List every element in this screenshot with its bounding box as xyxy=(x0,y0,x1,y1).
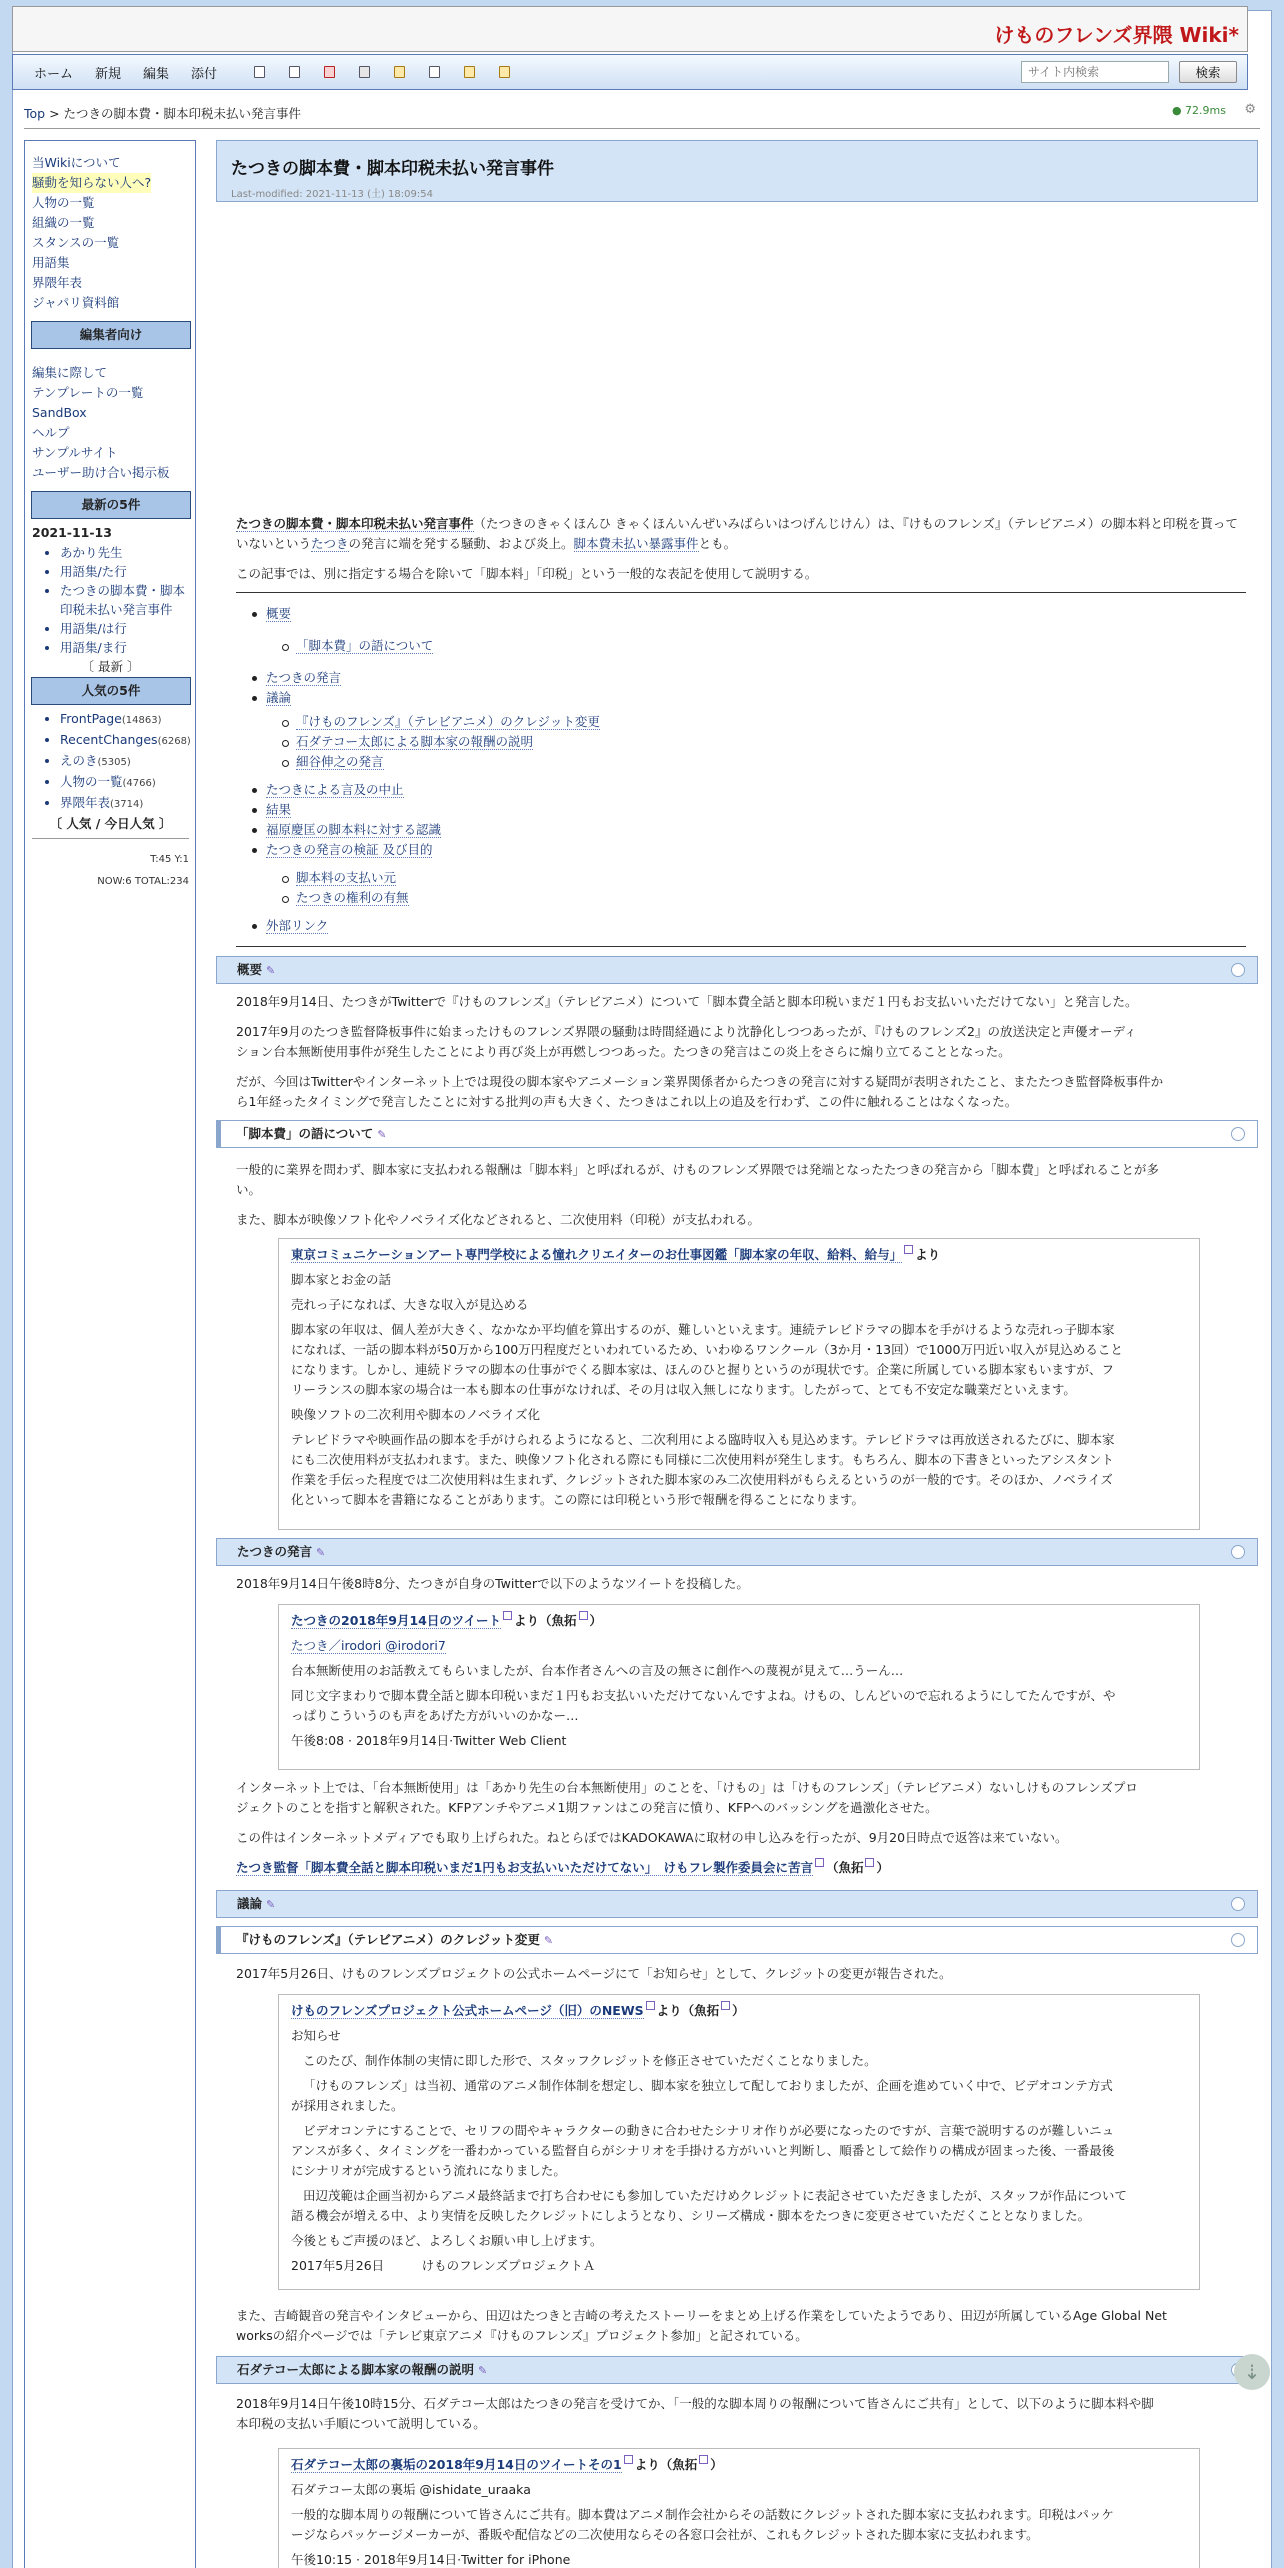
toc-item: たつきの発言 xyxy=(266,670,342,685)
external-link-icon xyxy=(579,1611,588,1620)
diff-icon[interactable] xyxy=(429,66,440,78)
nav-new[interactable]: 新規 xyxy=(95,66,122,82)
intro-paragraph: たつきの脚本費・脚本印税未払い発言事件（たつきのきゃくほんひ きゃくほんいんぜいみばらいはつげんじけん）は、『けものフレンズ』（テレビアニメ）の脚本料と印税を貰っていないというたつきの発言に端を発する騒動、および炎上。脚本費未払い暴露事件とも。 xyxy=(236,516,1238,551)
toc-item: 外部リンク xyxy=(266,918,329,933)
edit-icon[interactable]: ✎ xyxy=(478,2364,488,2377)
list-item[interactable]: • えのき(5305) xyxy=(60,751,189,772)
external-link-icon xyxy=(721,2001,730,2010)
latest-heading: 最新の5件 xyxy=(31,491,191,519)
paragraph: インターネット上では、「台本無断使用」は「あかり先生の台本無断使用」のことを、「けもの」は「けものフレンズ」（テレビアニメ）ないしけものフレンズプロ ジェクトのことを指すと解釈された。KFPアンチやアニメ1期ファンはこの発言に憤り、KFPへのバッシングを過激化させた。 xyxy=(236,1780,1138,1815)
sidebar xyxy=(24,140,196,2568)
editor-heading: 編集者向け xyxy=(31,321,191,349)
copy-page-icon[interactable] xyxy=(289,66,300,78)
paragraph: だが、今回はTwitterやインターネット上では現役の脚本家やアニメーション業界関係者からたつきの発言に対する疑問が表明されたこと、またたつき監督降板事件か ら1年経ったタイミングで発言したことに対する批判の声も大きく、たつきはこれ以上の追及を行わず、この件に触れることはなくなった。 xyxy=(236,1074,1164,1109)
sidebar-link[interactable]: 界隈年表 xyxy=(32,275,83,290)
toc-item: 石ダテコー太郎による脚本家の報酬の説明 xyxy=(296,734,534,749)
toc-item: たつきの発言の検証 及び目的 xyxy=(266,842,433,857)
lock-icon[interactable] xyxy=(394,66,405,78)
heading-credit-change: 『けものフレンズ』（テレビアニメ）のクレジット変更 ✎ xyxy=(216,1926,1258,1954)
paragraph: 2018年9月14日午後10時15分、石ダテコー太郎はたつきの発言を受けてか、「一般的な脚本周りの報酬について皆さんにご共有」として、以下のように脚本料や脚 本印税の支払い手順について説明している。 xyxy=(236,2396,1154,2431)
latest-date: 2021-11-13 xyxy=(32,525,112,540)
paragraph: 2018年9月14日、たつきがTwitterで『けものフレンズ』（テレビアニメ）について「脚本費全話と脚本印税いまだ１円もお支払いいただけてない」と発言した。 xyxy=(236,994,1138,1009)
sidebar-link[interactable]: 当Wikiについて xyxy=(32,155,121,170)
anchor-icon[interactable] xyxy=(1231,1933,1245,1947)
external-link-icon xyxy=(624,2455,633,2464)
latest-more-link[interactable]: 〔 最新 〕 xyxy=(81,659,140,674)
toc-item: 結果 xyxy=(266,802,292,817)
sidebar-link[interactable]: ジャパリ資料館 xyxy=(32,295,120,310)
latest-list xyxy=(60,543,189,657)
external-link-icon xyxy=(646,2001,655,2010)
paragraph: この件はインターネットメディアでも取り上げられた。ねとらぼではKADOKAWAに取材の申し込みを行ったが、9月20日時点で返答は来ていない。 xyxy=(236,1830,1068,1845)
counter-total: NOW:6 TOTAL:234 xyxy=(97,876,189,887)
sidebar-link[interactable]: サンプルサイト xyxy=(32,445,118,460)
paragraph: 2018年9月14日午後8時8分、たつきが自身のTwitterで以下のようなツイートを投稿した。 xyxy=(236,1576,749,1591)
list-item[interactable]: • 用語集/た行 xyxy=(60,562,189,581)
divider xyxy=(24,128,1260,129)
popular-list xyxy=(60,709,189,814)
paragraph: 一般的に業界を問わず、脚本家に支払われる報酬は「脚本料」と呼ばれるが、けものフレンズ界隈では発端となったたつきの発言から「脚本費」と呼ばれることが多 い。 xyxy=(236,1162,1159,1197)
blockquote: 石ダテコー太郎の裏垢の2018年9月14日のツイートその1 より（魚拓 ） 石ダテコー太郎の裏垢 @ishidate_uraaka 一般的な脚本周りの報酬について皆さんにご共有。脚本費はアニメ制作会社からその話数にクレジットされた脚本家に支払われます。印税はパッケ ージならパッケージメーカーが、番販や配信などの二次使用ならその各窓口会社が、これもクレジットされた脚本家に支払われます。 午後10:15 · 2018年9月14日·Twitter for iPhone xyxy=(278,2448,1200,2568)
sidebar-link[interactable]: ヘルプ xyxy=(32,425,70,440)
heading-script-fee: 「脚本費」の語について ✎ xyxy=(216,1120,1258,1148)
sidebar-link[interactable]: ユーザー助け合い掲示板 xyxy=(32,465,170,480)
toc-item: 細谷伸之の発言 xyxy=(296,754,384,769)
list-item[interactable]: • FrontPage(14863) xyxy=(60,709,189,730)
search-button[interactable]: 検索 xyxy=(1179,61,1237,83)
toc-item: 「脚本費」の語について xyxy=(296,638,434,653)
edit-icon[interactable]: ✎ xyxy=(543,1934,554,1947)
gear-icon[interactable]: ⚙ xyxy=(1244,102,1256,117)
external-link-icon xyxy=(865,1858,874,1867)
nav-bar xyxy=(12,54,1248,90)
divider xyxy=(32,838,189,839)
divider xyxy=(236,946,1246,947)
paragraph: 2017年9月のたつき監督降板事件に始まったけものフレンズ界隈の騒動は時間経過により沈静化しつつあったが、『けものフレンズ2』の放送決定と声優オーディ ション台本無断使用事件が発生したことにより再び炎上が再燃しつつあった。たつきの発言はこの炎上をさらに煽り立てることとなった。 xyxy=(236,1024,1137,1059)
edit-icon[interactable]: ✎ xyxy=(377,1128,387,1141)
heading-ishidate: 石ダテコー太郎による脚本家の報酬の説明 ✎ xyxy=(216,2356,1258,2384)
site-header xyxy=(12,6,1248,52)
page-title-box xyxy=(216,140,1258,202)
sidebar-link[interactable]: 組織の一覧 xyxy=(32,215,95,230)
popular-more-link[interactable]: 〔 人気 / 今日人気 〕 xyxy=(49,816,172,831)
paragraph: また、脚本が映像ソフト化やノベライズ化などされると、二次使用料（印税）が支払われる。 xyxy=(236,1212,761,1227)
popular-heading: 人気の5件 xyxy=(31,677,191,705)
scroll-down-button[interactable] xyxy=(1234,2354,1270,2390)
nav-edit[interactable]: 編集 xyxy=(143,66,170,82)
toc-item: 概要 xyxy=(266,606,292,621)
external-link-icon xyxy=(815,1858,824,1867)
anchor-icon[interactable] xyxy=(1231,1545,1245,1559)
heading-tatsuki-statement: たつきの発言 ✎ xyxy=(216,1538,1258,1566)
list-item[interactable]: • RecentChanges(6268) xyxy=(60,730,189,751)
breadcrumb-top[interactable]: Top xyxy=(24,106,46,121)
sidebar-link[interactable]: SandBox xyxy=(32,405,87,420)
toc-item: 議論 xyxy=(266,690,292,705)
nav-attach[interactable]: 添付 xyxy=(191,66,218,82)
list-item[interactable]: • 人物の一覧(4766) xyxy=(60,772,189,793)
sidebar-link[interactable]: 編集に際して xyxy=(32,365,108,380)
list-icon[interactable] xyxy=(464,66,475,78)
intro-note: この記事では、別に指定する場合を除いて「脚本料」「印税」という一般的な表記を使用して説明する。 xyxy=(236,566,818,581)
heading-overview: 概要 ✎ xyxy=(216,956,1258,984)
external-link-icon xyxy=(503,1611,512,1620)
history-icon[interactable] xyxy=(359,66,370,78)
paragraph: また、吉崎観音の発言やインタビューから、田辺はたつきと吉崎の考えたストーリーをまとめ上げる作業をしていたようであり、田辺が所属しているAge Global Net worksの紹介ページでは「テレビ東京アニメ『けものフレンズ』プロジェクト参加」と記されている。 xyxy=(236,2308,1167,2343)
delete-icon[interactable] xyxy=(324,66,335,78)
list-item[interactable]: • 用語集/ま行 xyxy=(60,638,189,657)
blockquote: たつきの2018年9月14日のツイート より（魚拓 ） たつき／irodori @irodori7 台本無断使用のお話教えてもらいましたが、台本作者さんへの言及の無さに創作への蔑視が見えて…うーん… 同じ文字まわりで脚本費全話と脚本印税いまだ１円もお支払いいただけてないんですよね。けもの、しんどいので忘れるようにしてたんですが、や っぱりこういうのも声をあげた方がいいのかなー… 午後8:08 · 2018年9月14日·Twitter Web Client xyxy=(278,1604,1200,1770)
blockquote: 東京コミュニケーションアート専門学校による憧れクリエイターのお仕事図鑑「脚本家の年収、給料、給与」 より 脚本家とお金の話 売れっ子になれば、大きな収入が見込める 脚本家の年収は、個人差が大きく、なかなか平均値を算出するのが、難しいといえます。連続テレビドラマの脚本を手がけるような売れっ子脚本家 になれば、一話の脚本料が50万から100万円程度だといわれているため、いわゆるワンクール（3か月・13回）で1000万円近い収入が見込めること になります。しかし、連続ドラマの脚本の仕事がでくる脚本家は、ほんのひと握りというのが現状です。企業に所属している脚本家もいますが、フ リーランスの脚本家の場合は一本も脚本の仕事がなければ、その月は収入無しになります。したがって、とても不安定な職業だといえます。 映像ソフトの二次利用や脚本のノベライズ化 テレビドラマや映画作品の脚本を手がけられるようになると、二次利用による臨時収入も見込めます。テレビドラマは再放送されるたびに、脚本家 にも二次使用料が支払われます。また、映像ソフト化される際にも同様に二次使用料が発生します。もちろん、脚本の下書きといったアシスタント 作業を手伝った程度では二次使用料は生まれず、クレジットされた脚本家のみ二次使用料がもらえるというのが一般的です。そのほか、ノベライズ 化といって脚本を書籍になることがあります。この際には印税という形で報酬を得ることになります。 xyxy=(278,1238,1200,1530)
toc-item: たつきの権利の有無 xyxy=(296,890,409,905)
counter-today: T:45 Y:1 xyxy=(150,854,189,865)
arrow-down-icon: ⇣ xyxy=(1243,2360,1261,2384)
response-time: ● 72.9ms xyxy=(1171,104,1226,117)
breadcrumb-current: たつきの脚本費・脚本印税未払い発言事件 xyxy=(63,106,302,121)
blockquote: けものフレンズプロジェクト公式ホームページ（旧）のNEWS より（魚拓 ） お知らせ このたび、制作体制の実情に即した形で、スタッフクレジットを修正させていただくことなりました。 「けものフレンズ」は当初、通常のアニメ制作体制を想定し、脚本家を独立して配しておりましたが、企画を進めていく中で、ビデオコンテ方式 が採用されました。 ビデオコンテにすることで、セリフの間やキャラクターの動きに合わせたシナリオ作りが必要になったのですが、言葉で説明するのが難しいニュ アンスが多く、タイミングを一番わかっている監督自らがシナリオを手掛ける方がいいと判断し、順番として絵作りの構成が固まった後、一番最後 にシナリオが完成するという流れになりました。 田辺茂範は企画当初からアニメ最終話まで打ち合わせにも参加していただけめクレジットに表記させていただきましたが、スタッフが作品について 語る機会が増える中、より実情を反映したクレジットにしようとなり、シリーズ構成・脚本をたつきに変更させていただくこととなりました。 今後ともご声援のほど、よろしくお願い申し上げます。 2017年5月26日 けものフレンズプロジェクトＡ xyxy=(278,1994,1200,2290)
nav-home[interactable]: ホーム xyxy=(34,66,74,82)
sidebar-link[interactable]: テンプレートの一覧 xyxy=(32,385,144,400)
sidebar-link[interactable]: 人物の一覧 xyxy=(32,195,95,210)
site-title[interactable]: けものフレンズ界隈 Wiki* xyxy=(994,23,1239,47)
breadcrumb: Top > たつきの脚本費・脚本印税未払い発言事件 xyxy=(24,106,302,121)
list-item[interactable]: • 界隈年表(3714) xyxy=(60,793,189,814)
external-link-icon xyxy=(904,1245,913,1254)
anchor-icon[interactable] xyxy=(1231,1897,1245,1911)
toc-item: たつきによる言及の中止 xyxy=(266,782,404,797)
list-item[interactable]: • たつきの脚本費・脚本印税未払い発言事件 xyxy=(60,581,189,619)
external-link-icon xyxy=(699,2455,708,2464)
edit-icon[interactable]: ✎ xyxy=(266,964,276,977)
toc-item: 『けものフレンズ』（テレビアニメ）のクレジット変更 xyxy=(296,714,600,729)
sidebar-link[interactable]: 用語集 xyxy=(32,255,70,270)
anchor-icon[interactable] xyxy=(1231,1127,1245,1141)
edit-icon[interactable]: ✎ xyxy=(316,1546,326,1559)
edit-icon[interactable]: ✎ xyxy=(266,1898,276,1911)
news-link: たつき監督「脚本費全話と脚本印税いまだ1円もお支払いいただけてない」 けもフレ製作委員会に苦言 （魚拓 ） xyxy=(236,1858,1246,1878)
list-item[interactable]: • 用語集/は行 xyxy=(60,619,189,638)
sidebar-link[interactable]: スタンスの一覧 xyxy=(32,235,120,250)
last-modified: Last-modified: 2021-11-13 (土) 18:09:54 xyxy=(231,189,433,200)
backup-icon[interactable] xyxy=(499,66,510,78)
search-input[interactable] xyxy=(1021,61,1169,83)
page-title: たつきの脚本費・脚本印税未払い発言事件 xyxy=(231,159,554,179)
list-item[interactable]: • あかり先生 xyxy=(60,543,189,562)
pencil-icon[interactable] xyxy=(254,66,265,78)
sidebar-link[interactable]: 騒動を知らない人へ? xyxy=(32,173,151,193)
divider xyxy=(236,592,1246,593)
toc-item: 福原慶匡の脚本料に対する認識 xyxy=(266,822,442,837)
toc-item: 脚本料の支払い元 xyxy=(296,870,397,885)
paragraph: 2017年5月26日、けものフレンズプロジェクトの公式ホームページにて「お知らせ」として、クレジットの変更が報告された。 xyxy=(236,1966,952,1981)
heading-discussion: 議論 ✎ xyxy=(216,1890,1258,1918)
anchor-icon[interactable] xyxy=(1231,963,1245,977)
